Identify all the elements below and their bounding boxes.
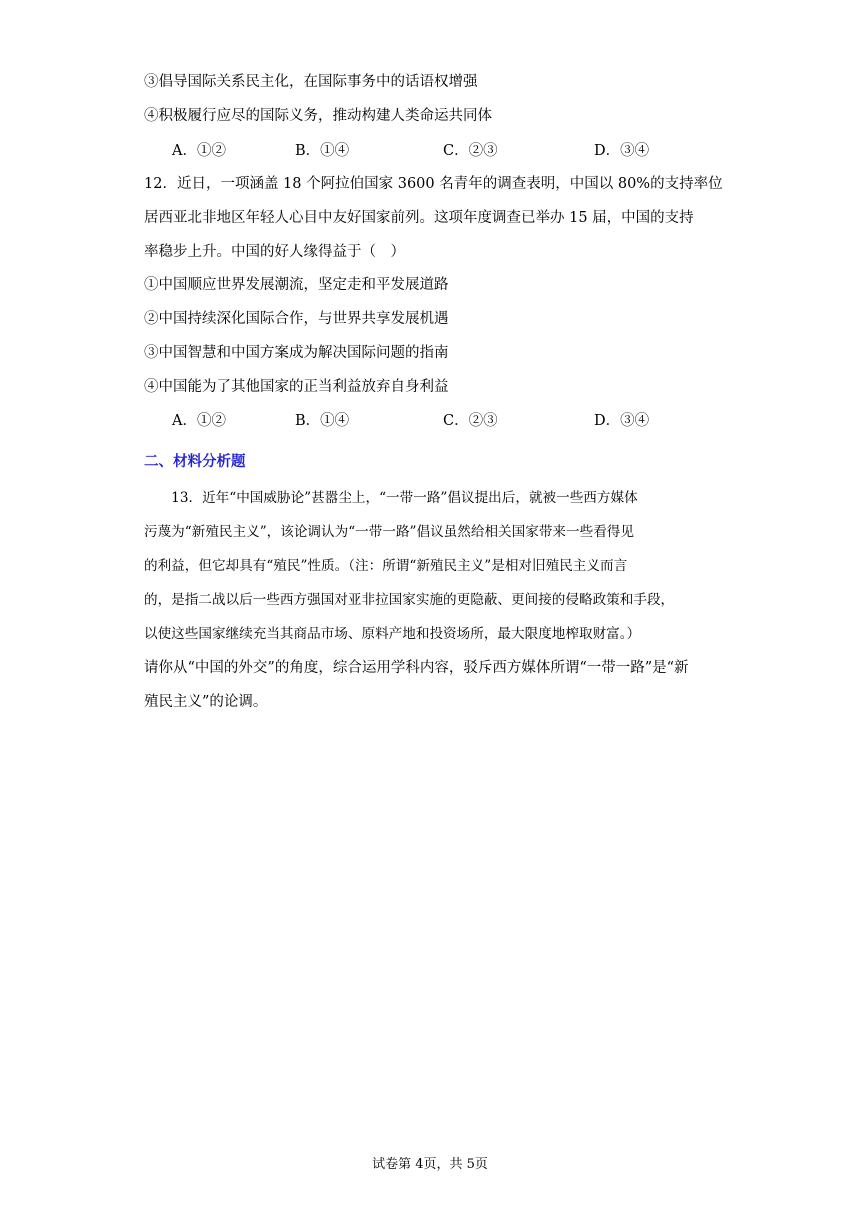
- q12-stem-line-1: 12．近日，一项涵盖 18 个阿拉伯国家 3600 名青年的调查表明，中国以 80%的支持率位: [144, 176, 723, 192]
- q12-option-b: B．①④: [295, 413, 350, 429]
- q11-statement-3: ③倡导国际关系民主化，在国际事务中的话语权增强: [144, 74, 478, 90]
- q13-question-line-2: 殖民主义”的论调。: [144, 694, 268, 710]
- q12-option-c: C．②③: [443, 413, 498, 429]
- q12-statement-4: ④中国能为了其他国家的正当利益放弃自身利益: [144, 379, 449, 395]
- q12-statement-2: ②中国持续深化国际合作，与世界共享发展机遇: [144, 311, 449, 327]
- q13-material-line-3: 的利益，但它却具有“殖民”性质。（注：所谓“新殖民主义”是相对旧殖民主义而言: [144, 558, 628, 574]
- q11-option-b: B．①④: [295, 143, 350, 159]
- q11-option-c: C．②③: [443, 143, 498, 159]
- q11-option-a: A．①②: [172, 143, 226, 159]
- q13-material-line-1: 13．近年“中国威胁论”甚嚣尘上，“一带一路”倡议提出后，就被一些西方媒体: [144, 490, 638, 506]
- q11-statement-4: ④积极履行应尽的国际义务，推动构建人类命运共同体: [144, 108, 492, 124]
- q13-material-line-4: 的，是指二战以后一些西方强国对亚非拉国家实施的更隐蔽、更间接的侵略政策和手段，: [144, 592, 675, 608]
- q13-material-line-2: 污蔑为“新殖民主义”，该论调认为“一带一路”倡议虽然给相关国家带来一些看得见: [144, 524, 634, 540]
- q13-material-line-5: 以使这些国家继续充当其商品市场、原料产地和投资场所，最大限度地榨取财富。）: [144, 626, 641, 642]
- q13-question-line-1: 请你从“中国的外交”的角度，综合运用学科内容，驳斥西方媒体所谓“一带一路”是“新: [144, 660, 689, 676]
- q12-option-a: A．①②: [172, 413, 226, 429]
- q12-option-d: D．③④: [594, 413, 650, 429]
- q12-stem-line-2: 居西亚北非地区年轻人心目中友好国家前列。这项年度调查已举办 15 届，中国的支持: [144, 210, 694, 226]
- q12-statement-1: ①中国顺应世界发展潮流，坚定走和平发展道路: [144, 277, 449, 293]
- section-title: 二、材料分析题: [144, 454, 246, 470]
- page-footer: 试卷第 4页，共 5页: [372, 1157, 488, 1172]
- q11-option-d: D．③④: [594, 143, 650, 159]
- q12-stem-line-3: 率稳步上升。中国的好人缘得益于（ ）: [144, 244, 405, 260]
- q12-statement-3: ③中国智慧和中国方案成为解决国际问题的指南: [144, 345, 449, 361]
